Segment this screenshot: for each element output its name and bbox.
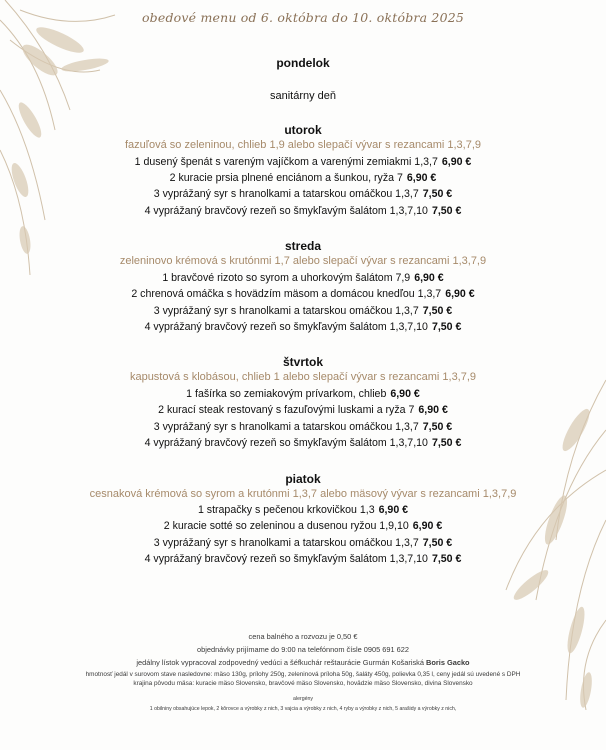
dish-item: 2 kuracie sotté so zeleninou a dusenou ryžou 1,9,10 6,90 € [163, 520, 443, 532]
dish-price: 6,90 € [412, 520, 443, 532]
dish-price: 6,90 € [414, 272, 444, 284]
soup-wednesday: zeleninovo krémová s krutónmi 1,7 alebo slepačí vývar s rezancami 1,3,7,9 [119, 255, 487, 267]
dish-price: 6,90 € [390, 388, 420, 400]
packaging-note: cena balného a rozvozu je 0,50 € [248, 632, 358, 641]
dish-item: 2 chrenová omáčka s hovädzím mäsom a domácou knedľou 1,3,7 6,90 € [131, 288, 475, 300]
dish-price: 7,50 € [422, 421, 453, 433]
soup-friday: cesnaková krémová so syrom a krutónmi 1,3,7 alebo mäsový vývar s rezancami 1,3,7,9 [89, 488, 517, 500]
weights-note: hmotnosť jedál v surovom stave nasledovne: mäso 130g, prílohy 250g, zeleninová príloha 50g, šaláty 450g, polievka 0,35 l, ceny jedál sú uvedené s DPH [85, 671, 521, 678]
dish-item: 1 dusený špenát s vareným vajíčkom a varenými zemiakmi 1,3,7 6,90 € [134, 156, 472, 168]
dish-price: 6,90 € [441, 156, 472, 168]
orders-note: objednávky prijímame do 9:00 na telefónnom čísle 0905 691 622 [196, 645, 409, 654]
dish-item: 1 fašírka so zemiakovým prívarkom, chlieb 6,90 € [186, 388, 420, 400]
day-heading-thursday: štvrtok [282, 355, 323, 369]
day-heading-tuesday: utorok [284, 123, 322, 137]
dish-price: 6,90 € [406, 172, 437, 184]
dish-item: 2 kuracie prsia plnené enciánom a šunkou, ryža 7 6,90 € [169, 172, 437, 184]
monday-note: sanitárny deň [269, 90, 337, 102]
soup-tuesday: fazuľová so zeleninou, chlieb 1,9 alebo slepačí vývar s rezancami 1,3,7,9 [124, 139, 482, 151]
dish-price: 6,90 € [378, 504, 409, 516]
allergens-list: 1 obilniny obsahujúce lepok, 2 kôrovce a výrobky z nich, 3 vajcia a výrobky z nich, 4 ryby a výrobky z nich, 5 arašidy a výrobky z nich, [149, 706, 457, 712]
day-heading-wednesday: streda [284, 239, 322, 253]
dish-price: 7,50 € [431, 553, 462, 565]
day-heading-friday: piatok [285, 472, 321, 486]
dish-item: 1 bravčové rizoto so syrom a uhorkovým šalátom 7,9 6,90 € [162, 272, 444, 284]
dish-price: 6,90 € [445, 288, 475, 300]
chef-name: Boris Gacko [426, 658, 470, 667]
dish-item: 2 kurací steak restovaný s fazuľovými luskami a ryža 7 6,90 € [158, 404, 448, 416]
dish-item: 4 vyprážaný bravčový rezeň so šmykľavým šalátom 1,3,7,10 7,50 € [144, 205, 462, 217]
dish-price: 7,50 € [431, 205, 462, 217]
dish-price: 7,50 € [431, 321, 462, 333]
allergens-heading: alergény [293, 696, 313, 702]
dish-item: 3 vyprážaný syr s hranolkami a tatarskou omáčkou 1,3,7 7,50 € [153, 421, 453, 433]
dish-price: 7,50 € [431, 437, 462, 449]
dish-item: 3 vyprážaný syr s hranolkami a tatarskou omáčkou 1,3,7 7,50 € [153, 537, 453, 549]
dish-item: 3 vyprážaný syr s hranolkami a tatarskou omáčkou 1,3,7 7,50 € [153, 305, 453, 317]
dish-item: 4 vyprážaný bravčový rezeň so šmykľavým šalátom 1,3,7,10 7,50 € [144, 553, 462, 565]
dish-price: 6,90 € [418, 404, 448, 416]
dish-price: 7,50 € [422, 188, 453, 200]
day-heading-monday: pondelok [276, 56, 330, 70]
dish-item: 4 vyprážaný bravčový rezeň so šmykľavým šalátom 1,3,7,10 7,50 € [144, 321, 462, 333]
dish-price: 7,50 € [422, 537, 453, 549]
dish-item: 1 strapačky s pečenou krkovičkou 1,3 6,90 € [197, 504, 409, 516]
soup-thursday: kapustová s klobásou, chlieb 1 alebo slepačí vývar s rezancami 1,3,7,9 [129, 371, 477, 383]
menu-title: obedové menu od 6. októbra do 10. októbra 2025 [141, 10, 465, 25]
prepared-by-note: jedálny lístok vypracoval zodpovedný vedúci a šéfkuchár reštaurácie Gurmán Košariská Boris Gacko [136, 658, 470, 667]
dish-item: 3 vyprážaný syr s hranolkami a tatarskou omáčkou 1,3,7 7,50 € [153, 188, 453, 200]
dish-price: 7,50 € [422, 305, 453, 317]
meat-origin-note: krajina pôvodu mäsa: kuracie mäso Slovensko, bravčové mäso Slovensko, hovädzie mäso Slovensko, divina Slovensko [133, 680, 473, 687]
dish-item: 4 vyprážaný bravčový rezeň so šmykľavým šalátom 1,3,7,10 7,50 € [144, 437, 462, 449]
